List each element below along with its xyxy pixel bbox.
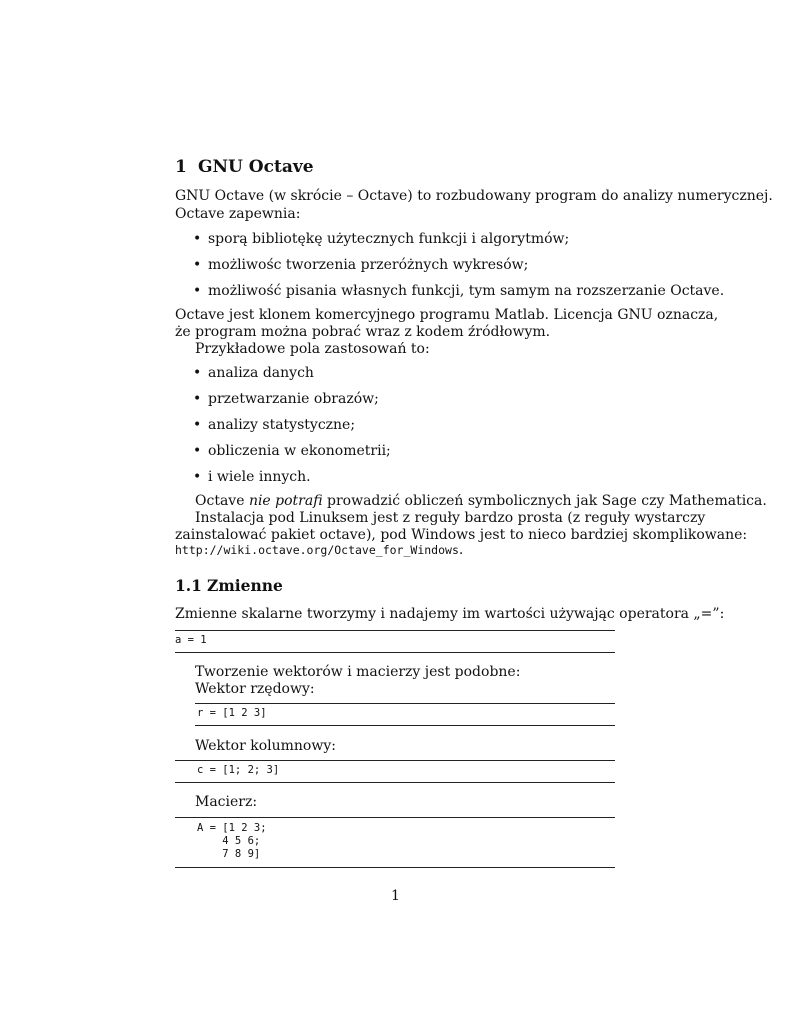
- section-number: 1: [175, 157, 187, 177]
- install-url-line: [175, 541, 463, 559]
- vectors-line-1: Tworzenie wektorów i macierzy jest podobne:: [195, 664, 521, 680]
- list-item: przetwarzanie obrazów;: [208, 391, 379, 407]
- code-block-matrix: A = [1 2 3; 4 5 6; 7 8 9]: [197, 822, 267, 860]
- list-item: analizy statystyczne;: [208, 417, 356, 433]
- install-line-1: Instalacja pod Linuksem jest z reguły bardzo prosta (z reguły wystarczy: [195, 510, 706, 526]
- bullet-marker: •: [193, 257, 202, 273]
- list-item: możliwośc tworzenia przeróżnych wykresów;: [208, 257, 529, 273]
- list-item: i wiele innych.: [208, 469, 311, 485]
- clone-line-2: że program można pobrać wraz z kodem źródłowym.: [175, 324, 551, 340]
- matrix-label: Macierz:: [195, 794, 258, 810]
- code-block-row: r = [1 2 3]: [197, 707, 267, 719]
- code-block-column: c = [1; 2; 3]: [197, 764, 280, 776]
- page-number: 1: [391, 888, 400, 904]
- list-item: analiza danych: [208, 365, 314, 381]
- clone-line-1: Octave jest klonem komercyjnego programu Matlab. Licencja GNU oznacza,: [175, 307, 719, 323]
- symbolic-pre: Octave: [195, 493, 249, 509]
- code-rule-top: [175, 817, 615, 818]
- bullet-marker: •: [193, 417, 202, 433]
- symbolic-post: prowadzić obliczeń symbolicznych jak Sage czy Mathematica.: [322, 493, 767, 509]
- vectors-line-2: Wektor rzędowy:: [195, 681, 315, 697]
- bullet-marker: •: [193, 391, 202, 407]
- bullet-marker: •: [193, 231, 202, 247]
- section-title: GNU Octave: [198, 157, 314, 177]
- subsection-title: Zmienne: [207, 576, 283, 595]
- bullet-marker: •: [193, 365, 202, 381]
- symbolic-sentence: [195, 492, 767, 510]
- install-url-link[interactable]: http://wiki.octave.org/Octave_for_Windows: [175, 543, 459, 557]
- install-line-2: zainstalować pakiet octave), pod Windows jest to nieco bardziej skomplikowane:: [175, 527, 748, 543]
- intro-line-1: GNU Octave (w skrócie – Octave) to rozbudowany program do analizy numerycznej.: [175, 188, 773, 204]
- bullet-marker: •: [193, 283, 202, 299]
- install-url-end: .: [458, 542, 464, 558]
- code-rule-bottom: [195, 725, 615, 726]
- code-rule-bottom: [175, 652, 615, 653]
- code-rule-bottom: [175, 867, 615, 868]
- list-item: sporą bibliotękę użytecznych funkcji i algorytmów;: [208, 231, 570, 247]
- list-item: możliwość pisania własnych funkcji, tym samym na rozszerzanie Octave.: [208, 283, 725, 299]
- column-label: Wektor kolumnowy:: [195, 738, 336, 754]
- code-rule-bottom: [175, 782, 615, 783]
- subsection-heading: [175, 576, 283, 595]
- symbolic-emphasis: nie potrafi: [248, 493, 323, 509]
- code-rule-top: [175, 630, 615, 631]
- code-rule-top: [195, 703, 615, 704]
- subsection-number: 1.1: [175, 576, 202, 595]
- section-heading: [175, 157, 314, 177]
- scalar-intro: Zmienne skalarne tworzymy i nadajemy im wartości używając operatora „=”:: [175, 606, 725, 622]
- intro-line-2: Octave zapewnia:: [175, 206, 301, 222]
- code-rule-top: [175, 760, 615, 761]
- code-block-scalar: a = 1: [175, 634, 207, 646]
- bullet-marker: •: [193, 469, 202, 485]
- list-item: obliczenia w ekonometrii;: [208, 443, 391, 459]
- bullet-marker: •: [193, 443, 202, 459]
- fields-intro: Przykładowe pola zastosowań to:: [195, 341, 430, 357]
